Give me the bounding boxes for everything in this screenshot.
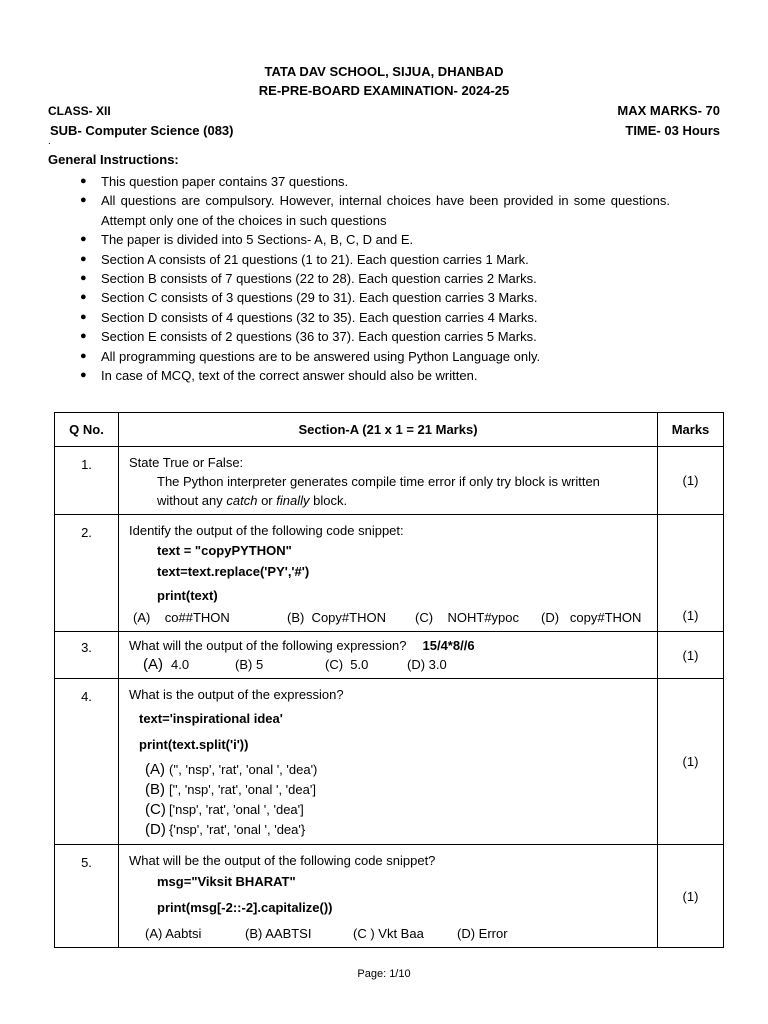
options-row (129, 608, 647, 627)
option-d: (D) Error (457, 926, 508, 941)
option-text: ['', 'nsp', 'rat', 'onal ', 'dea'] (169, 782, 316, 797)
question-marks: (1) (658, 515, 724, 632)
list-item: ● All programming questions are to be answered using Python Language only. (80, 347, 670, 366)
question-body (119, 632, 658, 679)
keyword-catch: catch (226, 493, 258, 508)
page-number: Page: 1/10 (357, 968, 411, 980)
option-label: (D) (145, 821, 166, 838)
stray-dot: . (48, 136, 51, 147)
code-line: print(text) (157, 588, 218, 603)
text-fragment: without any (157, 493, 227, 508)
option-c (145, 800, 647, 820)
option-label: (A) (145, 761, 165, 778)
question-text: The Python interpreter generates compile time error if only try block is written (157, 474, 600, 489)
code-line: print(text.split('i')) (139, 737, 249, 752)
list-item: ● All questions are compulsory. However, internal choices have been provided in some questions. Attempt only one of the choices in such questions (80, 191, 670, 230)
option-label: (C) (145, 801, 166, 818)
question-body (119, 679, 658, 845)
list-item: ● Section D consists of 4 questions (32 to 35). Each question carries 4 Marks. (80, 308, 670, 327)
list-item: ● In case of MCQ, text of the correct answer should also be written. (80, 366, 670, 385)
option-c: (C) NOHT#ypoc (415, 610, 520, 625)
option-text: ['nsp', 'rat', 'onal ', 'dea'] (169, 802, 304, 817)
table-row (55, 679, 724, 845)
option-c: (C) 5.0 (325, 657, 369, 672)
option-a (145, 760, 647, 780)
question-body (119, 515, 658, 632)
question-prompt: State True or False: (129, 455, 244, 470)
option-text: ('', 'nsp', 'rat', 'onal ', 'dea') (169, 762, 318, 777)
option-label: (A) (143, 656, 163, 673)
option-label: (B) (145, 781, 165, 798)
table-row (55, 632, 724, 679)
option-a: (A) Aabtsi (145, 926, 202, 941)
list-item: ● Section E consists of 2 questions (36 to 37). Each question carries 5 Marks. (80, 327, 670, 346)
question-marks: (1) (658, 447, 724, 515)
option-text: {'nsp', 'rat', 'onal ', 'dea'} (169, 822, 306, 837)
table-row (55, 447, 724, 515)
question-body (119, 447, 658, 515)
question-number: 2. (55, 515, 119, 632)
list-item: ● This question paper contains 37 questions. (80, 172, 670, 191)
question-prompt: Identify the output of the following code snippet: (129, 523, 404, 538)
option-a: (A) co##THON (133, 610, 230, 625)
time-label: TIME- 03 Hours (625, 123, 720, 138)
option-a (143, 655, 235, 674)
options-row (129, 924, 647, 943)
class-label: CLASS- XII (48, 104, 111, 118)
code-line: text = "copyPYTHON" (157, 543, 292, 558)
question-body (119, 845, 658, 948)
options-list (129, 760, 647, 840)
expression: 15/4*8//6 (422, 638, 475, 653)
text-fragment: or (257, 493, 277, 508)
table-row (55, 515, 724, 632)
option-b: (B) Copy#THON (287, 610, 386, 625)
code-line: text=text.replace('PY','#') (157, 564, 310, 579)
question-marks: (1) (658, 632, 724, 679)
option-b (145, 780, 647, 800)
question-table (54, 412, 724, 948)
option-d (145, 820, 647, 840)
exam-title: RE-PRE-BOARD EXAMINATION- 2024-25 (258, 83, 510, 98)
instructions-list (80, 172, 670, 385)
subject-label: SUB- Computer Science (083) (50, 123, 234, 138)
option-b: (B) 5 (235, 657, 264, 672)
header-marks: Marks (658, 413, 724, 447)
question-number: 4. (55, 679, 119, 845)
header-section: Section-A (21 x 1 = 21 Marks) (119, 413, 658, 447)
question-number: 3. (55, 632, 119, 679)
question-number: 5. (55, 845, 119, 948)
option-d: (D) 3.0 (407, 657, 447, 672)
table-row (55, 845, 724, 948)
question-prompt: What will be the output of the following code snippet? (129, 853, 436, 868)
question-text-continued (129, 491, 647, 510)
question-prompt: What will the output of the following expression? (129, 638, 407, 653)
list-item: ● Section C consists of 3 questions (29 to 31). Each question carries 3 Marks. (80, 288, 670, 307)
option-c: (C ) Vkt Baa (353, 926, 424, 941)
code-line: msg="Viksit BHARAT" (157, 874, 296, 889)
options-row (129, 655, 647, 674)
code-line: print(msg[-2::-2].capitalize()) (157, 900, 333, 915)
option-d: (D) copy#THON (541, 610, 642, 625)
text-fragment: block. (309, 493, 348, 508)
option-text: 4.0 (171, 657, 190, 672)
option-b: (B) AABTSI (245, 926, 312, 941)
list-item: ● Section A consists of 21 questions (1 to 21). Each question carries 1 Mark. (80, 250, 670, 269)
question-marks: (1) (658, 845, 724, 948)
list-item: ● Section B consists of 7 questions (22 to 28). Each question carries 2 Marks. (80, 269, 670, 288)
table-header-row (55, 413, 724, 447)
question-prompt: What is the output of the expression? (129, 687, 344, 702)
max-marks: MAX MARKS- 70 (617, 103, 720, 118)
keyword-finally: finally (276, 493, 310, 508)
code-line: text='inspirational idea' (139, 711, 283, 726)
question-marks: (1) (658, 679, 724, 845)
header-qno: Q No. (55, 413, 119, 447)
school-name: TATA DAV SCHOOL, SIJUA, DHANBAD (264, 64, 504, 79)
list-item: ● The paper is divided into 5 Sections- A, B, C, D and E. (80, 230, 670, 249)
question-number: 1. (55, 447, 119, 515)
instructions-title: General Instructions: (48, 152, 179, 167)
question-prompt-row (129, 636, 647, 655)
